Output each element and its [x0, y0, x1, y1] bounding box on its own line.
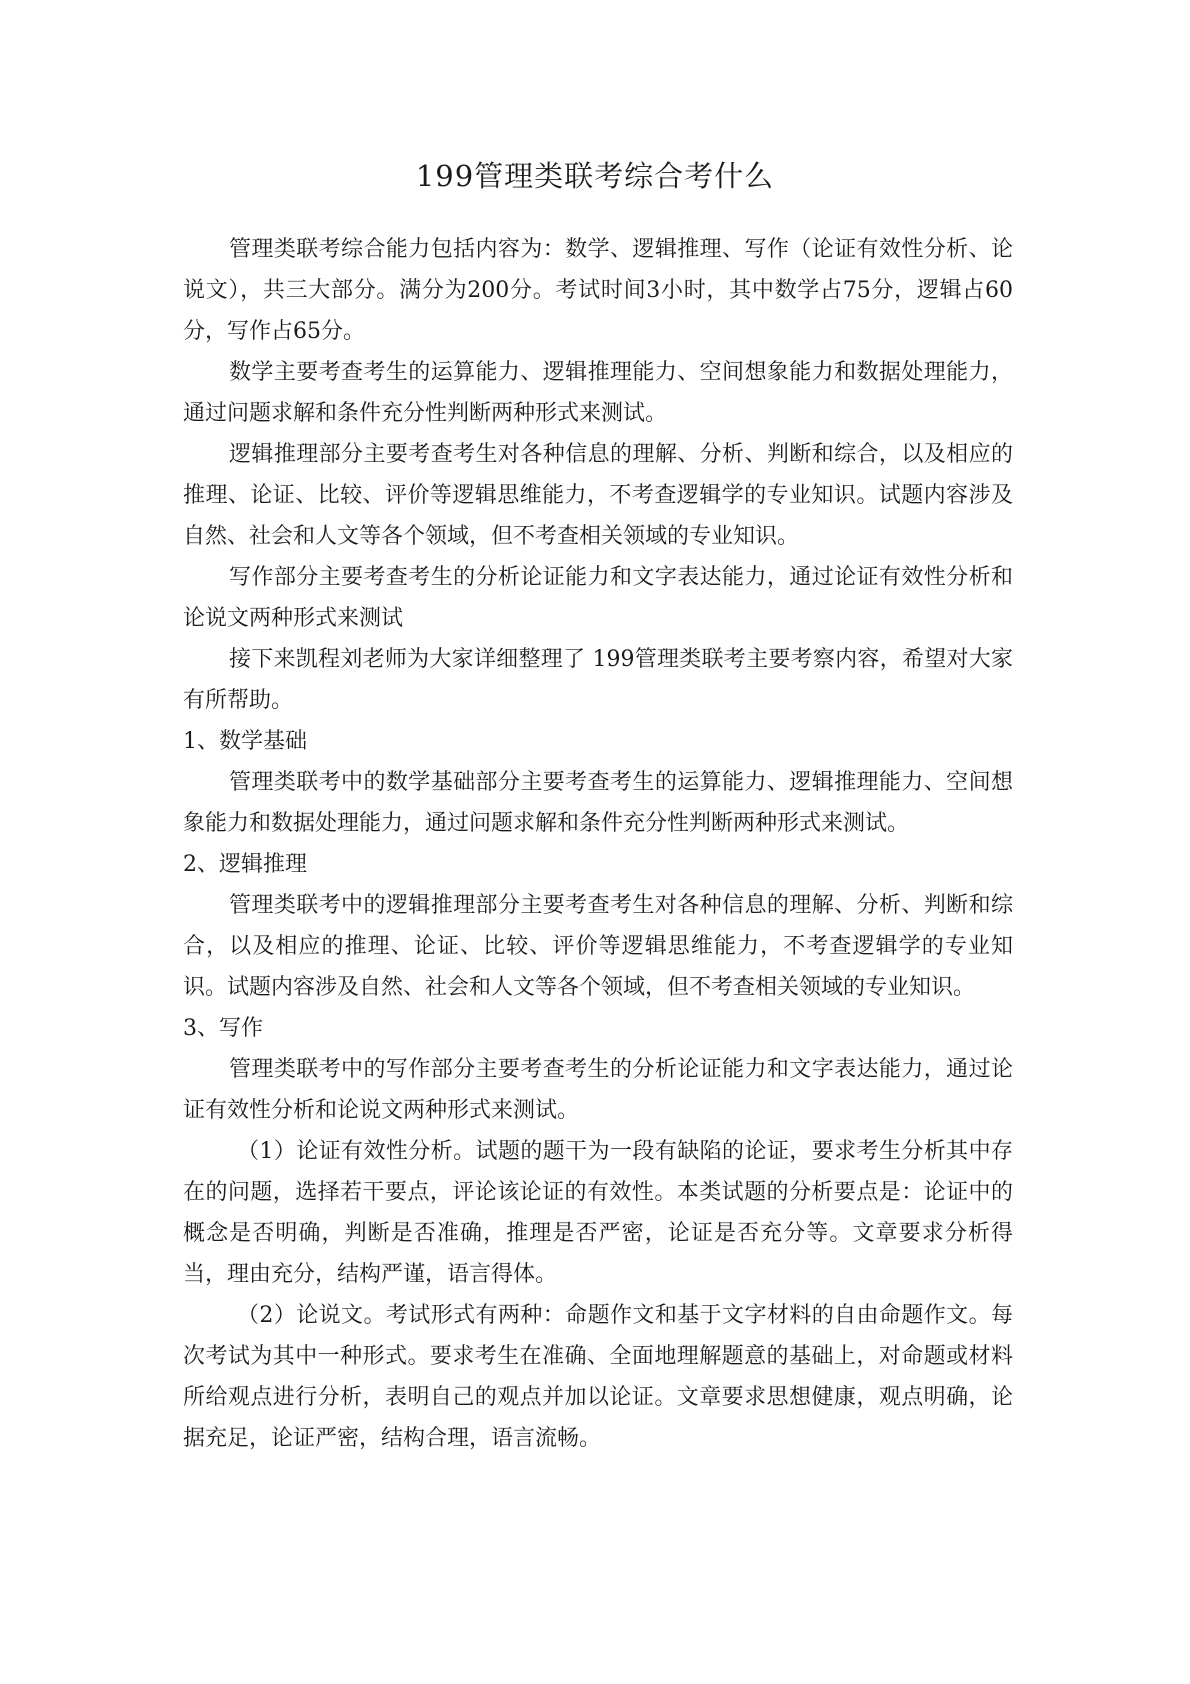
paragraph-argument-analysis: （1）论证有效性分析。试题的题干为一段有缺陷的论证，要求考生分析其中存在的问题，选择若干要点，评论该论证的有效性。本类试题的分析要点是：论证中的概念是否明确，判断是否准确，推理是否严密，论证是否充分等。文章要求分析得当，理由充分，结构严谨，语言得体。 — [183, 1139, 1013, 1287]
document-body — [183, 229, 1013, 1459]
section-heading-logic: 2、逻辑推理 — [183, 852, 307, 877]
paragraph-transition: 接下来凯程刘老师为大家详细整理了 199管理类联考主要考察内容，希望对大家有所帮助。 — [183, 647, 1013, 713]
paragraph-math-detail: 管理类联考中的数学基础部分主要考查考生的运算能力、逻辑推理能力、空间想象能力和数据处理能力，通过问题求解和条件充分性判断两种形式来测试。 — [183, 770, 1013, 836]
paragraph-writing-summary: 写作部分主要考查考生的分析论证能力和文字表达能力，通过论证有效性分析和论说文两种形式来测试 — [183, 565, 1013, 631]
paragraph-logic-detail: 管理类联考中的逻辑推理部分主要考查考生对各种信息的理解、分析、判断和综合，以及相应的推理、论证、比较、评价等逻辑思维能力，不考查逻辑学的专业知识。试题内容涉及自然、社会和人文等各个领域，但不考查相关领域的专业知识。 — [183, 893, 1013, 1000]
paragraph-logic-summary: 逻辑推理部分主要考查考生对各种信息的理解、分析、判断和综合，以及相应的推理、论证、比较、评价等逻辑思维能力，不考查逻辑学的专业知识。试题内容涉及自然、社会和人文等各个领域，但不考查相关领域的专业知识。 — [183, 442, 1013, 549]
section-heading-writing: 3、写作 — [183, 1016, 263, 1041]
paragraph-math-summary: 数学主要考查考生的运算能力、逻辑推理能力、空间想象能力和数据处理能力，通过问题求解和条件充分性判断两种形式来测试。 — [183, 360, 1013, 426]
paragraph-writing-detail: 管理类联考中的写作部分主要考查考生的分析论证能力和文字表达能力，通过论证有效性分析和论说文两种形式来测试。 — [183, 1057, 1013, 1123]
document-title: 199管理类联考综合考什么 — [415, 159, 775, 193]
section-heading-math: 1、数学基础 — [183, 729, 307, 754]
paragraph-intro: 管理类联考综合能力包括内容为：数学、逻辑推理、写作（论证有效性分析、论说文），共三大部分。满分为200分。考试时间3小时，其中数学占75分，逻辑占60分，写作占65分。 — [183, 237, 1013, 344]
paragraph-essay: （2）论说文。考试形式有两种：命题作文和基于文字材料的自由命题作文。每次考试为其中一种形式。要求考生在准确、全面地理解题意的基础上，对命题或材料所给观点进行分析，表明自己的观点并加以论证。文章要求思想健康，观点明确，论据充足，论证严密，结构合理，语言流畅。 — [183, 1303, 1013, 1451]
